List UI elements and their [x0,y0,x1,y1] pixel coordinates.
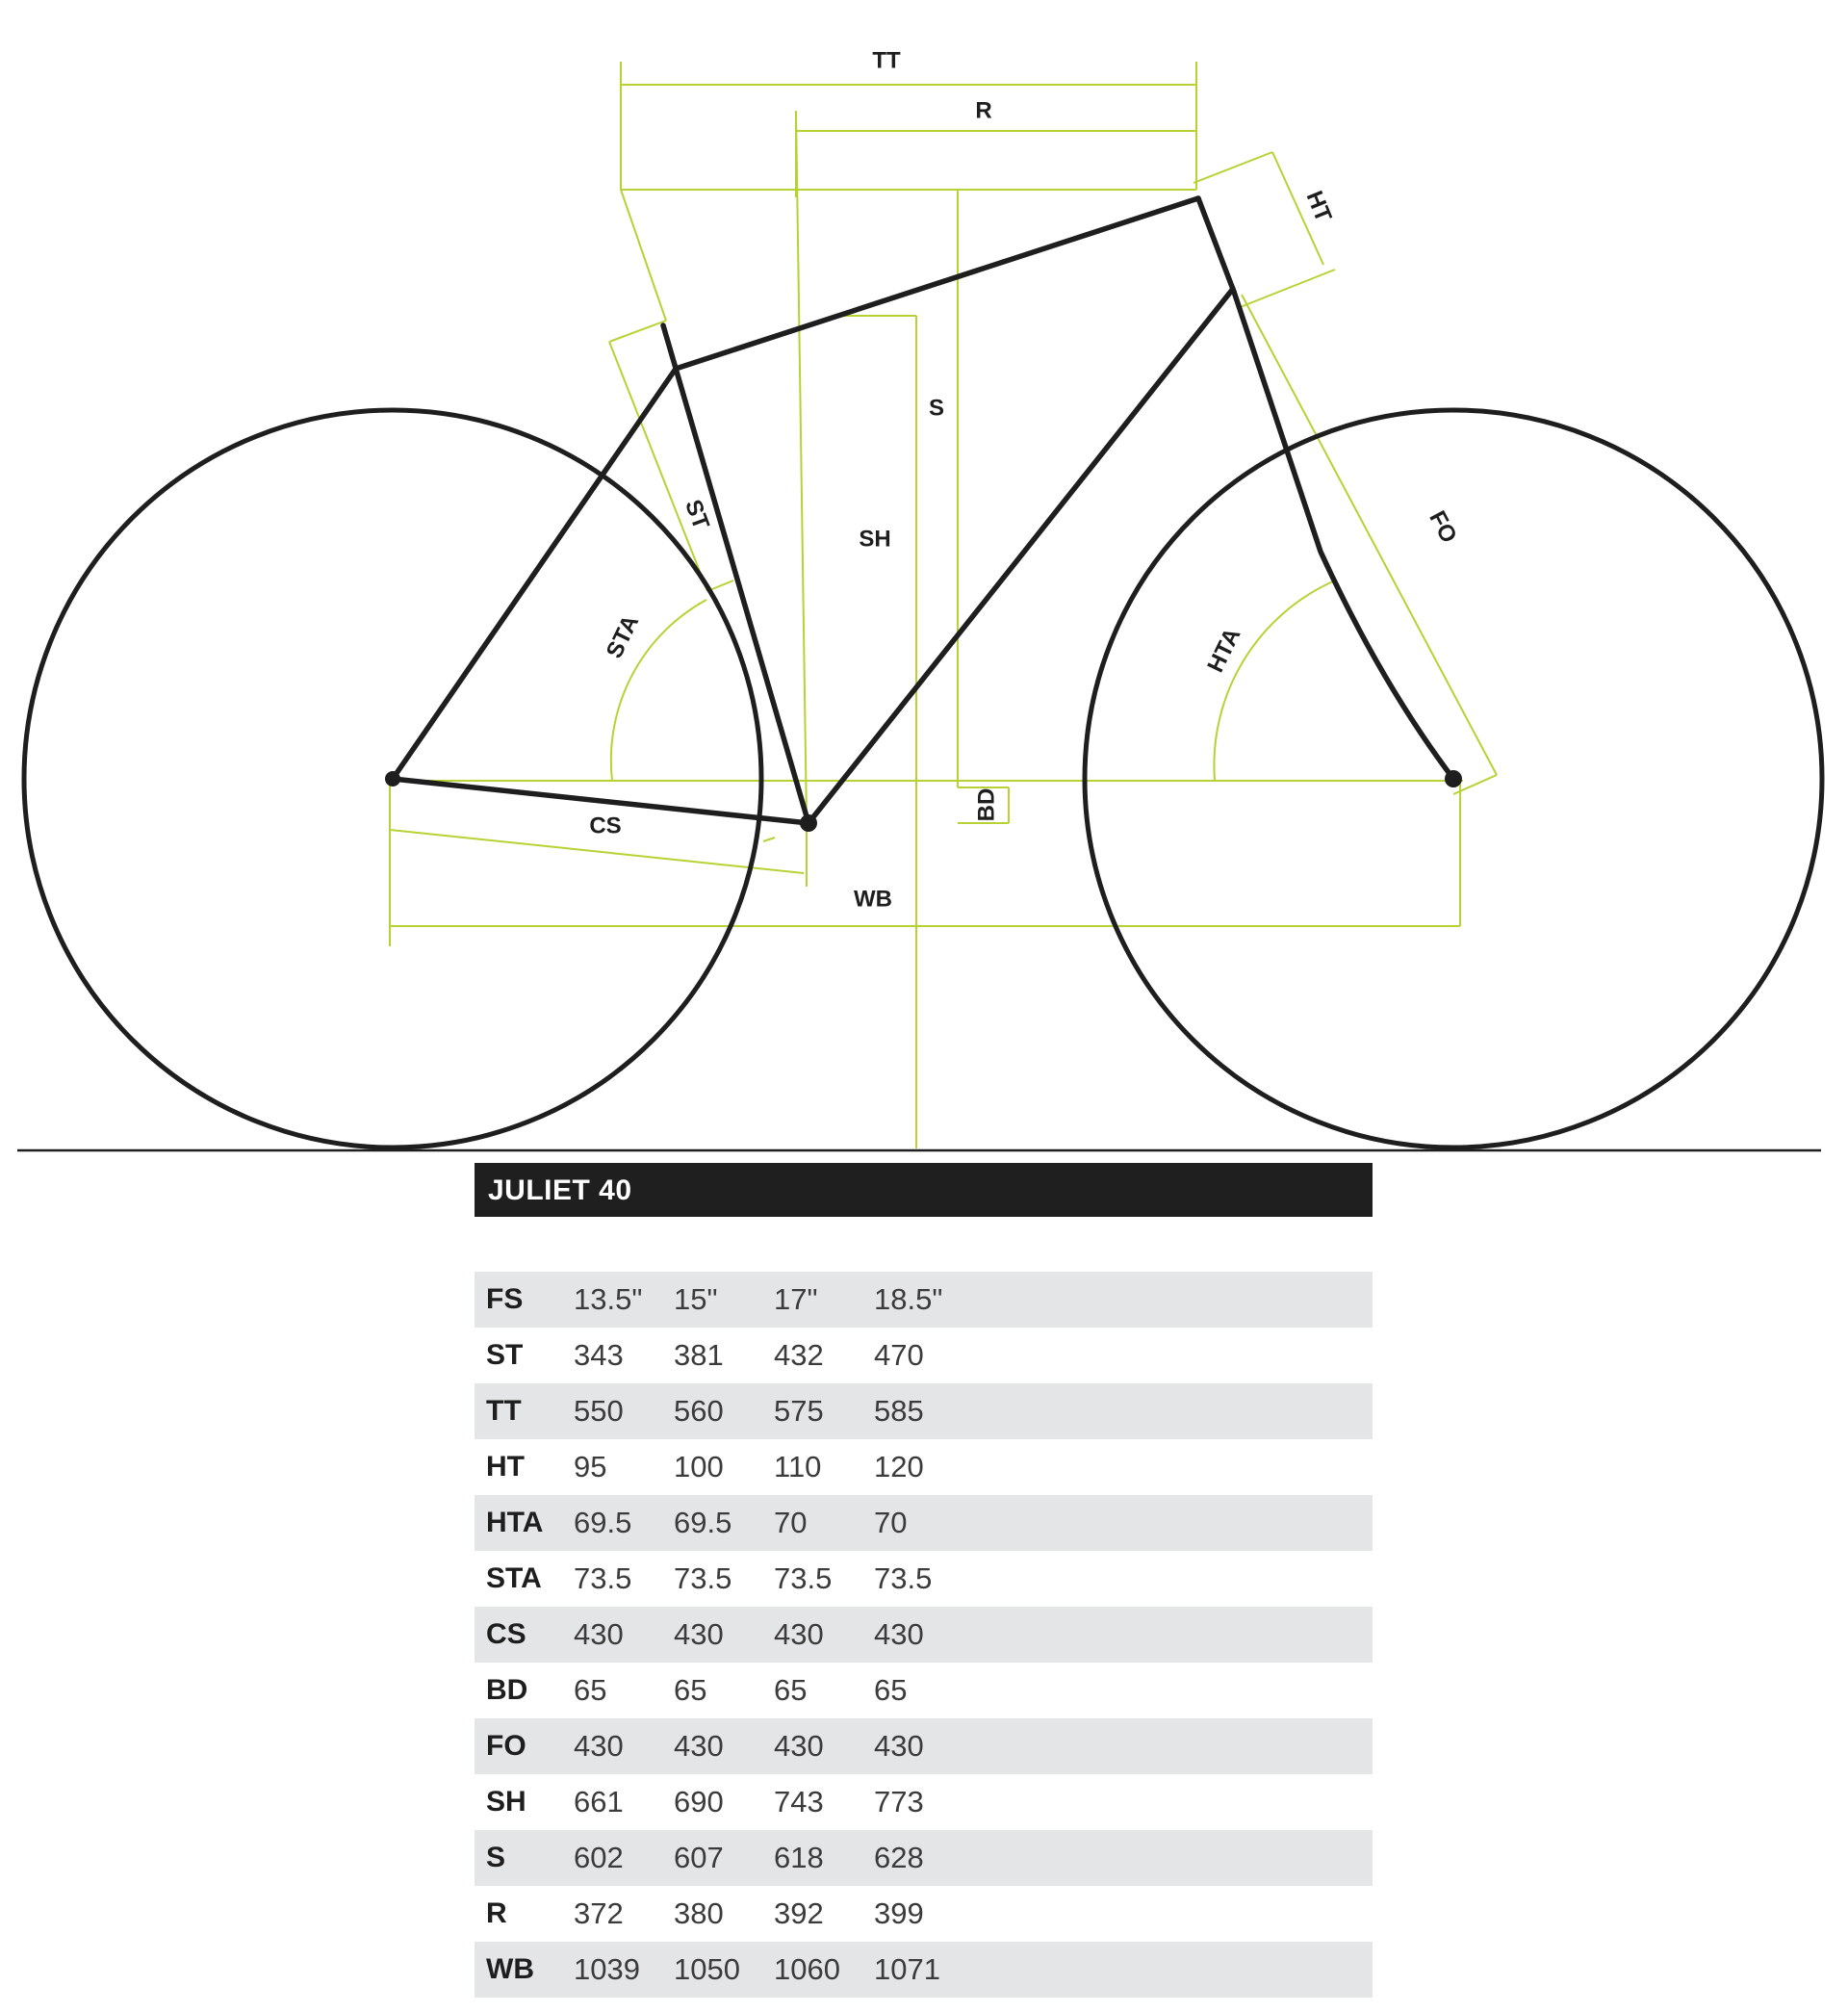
table-cell: 70 [774,1506,808,1539]
table-row [475,1383,1373,1439]
table-cell: 69.5 [574,1506,632,1539]
row-label: HTA [486,1507,544,1538]
table-cell: 65 [674,1673,707,1707]
table-cell: 575 [774,1394,824,1428]
table-cell: 65 [774,1673,808,1707]
label-sh: SH [859,526,891,553]
table-cell: 73.5 [774,1561,833,1595]
row-label: S [486,1842,506,1873]
table-cell: 17" [774,1282,818,1316]
table-cell: 430 [874,1729,924,1763]
table-cell: 372 [574,1896,624,1930]
table-cell: 661 [574,1785,624,1819]
table-cell: 430 [574,1729,624,1763]
table-cell: 607 [674,1841,724,1874]
table-row [475,1439,1373,1495]
table-cell: 430 [574,1617,624,1651]
table-cell: 618 [774,1841,824,1874]
row-label: BD [486,1674,528,1706]
label-s: S [928,395,945,422]
table-cell: 430 [874,1617,924,1651]
table-cell: 399 [874,1896,924,1930]
table-cell: 381 [674,1338,724,1372]
table-cell: 73.5 [874,1561,933,1595]
table-cell: 628 [874,1841,924,1874]
table-cell: 430 [674,1617,724,1651]
label-cs: CS [589,813,622,839]
table-row [475,1495,1373,1551]
row-label: TT [486,1395,522,1427]
dimension-lines [390,62,1497,1148]
label-sta: STA [601,610,645,663]
table-cell: 65 [574,1673,607,1707]
label-wb: WB [854,886,892,913]
row-label: ST [486,1339,524,1371]
table-cell: 95 [574,1450,607,1483]
table-row [475,1551,1373,1607]
table-cell: 13.5" [574,1282,643,1316]
table-row [475,1774,1373,1830]
label-st: ST [680,496,715,533]
table-cell: 585 [874,1394,924,1428]
table-row [475,1718,1373,1774]
table-cell: 550 [574,1394,624,1428]
row-label: R [486,1897,507,1929]
label-ht: HT [1300,187,1337,226]
table-cell: 120 [874,1450,924,1483]
table-cell: 73.5 [674,1561,732,1595]
table-cell: 1071 [874,1952,940,1986]
table-cell: 1060 [774,1952,840,1986]
table-cell: 73.5 [574,1561,632,1595]
table-cell: 18.5" [874,1282,943,1316]
table-cell: 430 [774,1617,824,1651]
table-cell: 110 [774,1450,822,1483]
table-cell: 1050 [674,1952,740,1986]
table-cell: 430 [774,1729,824,1763]
label-tt: TT [872,47,901,74]
table-row [475,1830,1373,1886]
label-fo: FO [1424,506,1462,548]
table-cell: 15" [674,1282,718,1316]
table-row [475,1663,1373,1718]
table-row [475,1272,1373,1328]
row-label: WB [486,1953,534,1985]
label-bd: BD [973,787,1000,822]
label-r: R [975,97,992,124]
table-cell: 69.5 [674,1506,732,1539]
table-cell: 602 [574,1841,624,1874]
row-label: FO [486,1730,526,1762]
table-cell: 70 [874,1506,908,1539]
table-cell: 380 [674,1896,724,1930]
table-cell: 430 [674,1729,724,1763]
table-cell: 470 [874,1338,924,1372]
row-label: FS [486,1283,524,1315]
model-title: JULIET 40 [488,1174,632,1206]
table-cell: 743 [774,1785,824,1819]
geometry-table [475,1272,1373,1998]
label-hta: HTA [1202,624,1246,677]
table-cell: 392 [774,1896,824,1930]
table-row [475,1942,1373,1998]
bike-frame [24,198,1822,1148]
row-label: SH [486,1786,526,1818]
table-cell: 690 [674,1785,724,1819]
dimension-labels [589,47,1461,912]
table-row [475,1328,1373,1383]
geometry-title-bar [475,1163,1373,1217]
table-cell: 100 [674,1450,724,1483]
table-cell: 432 [774,1338,824,1372]
table-cell: 65 [874,1673,908,1707]
row-label: HT [486,1451,525,1483]
table-cell: 773 [874,1785,924,1819]
row-label: CS [486,1618,526,1650]
row-label: STA [486,1562,542,1594]
table-cell: 560 [674,1394,724,1428]
table-row [475,1886,1373,1942]
table-cell: 1039 [574,1952,640,1986]
table-cell: 343 [574,1338,624,1372]
table-row [475,1607,1373,1663]
